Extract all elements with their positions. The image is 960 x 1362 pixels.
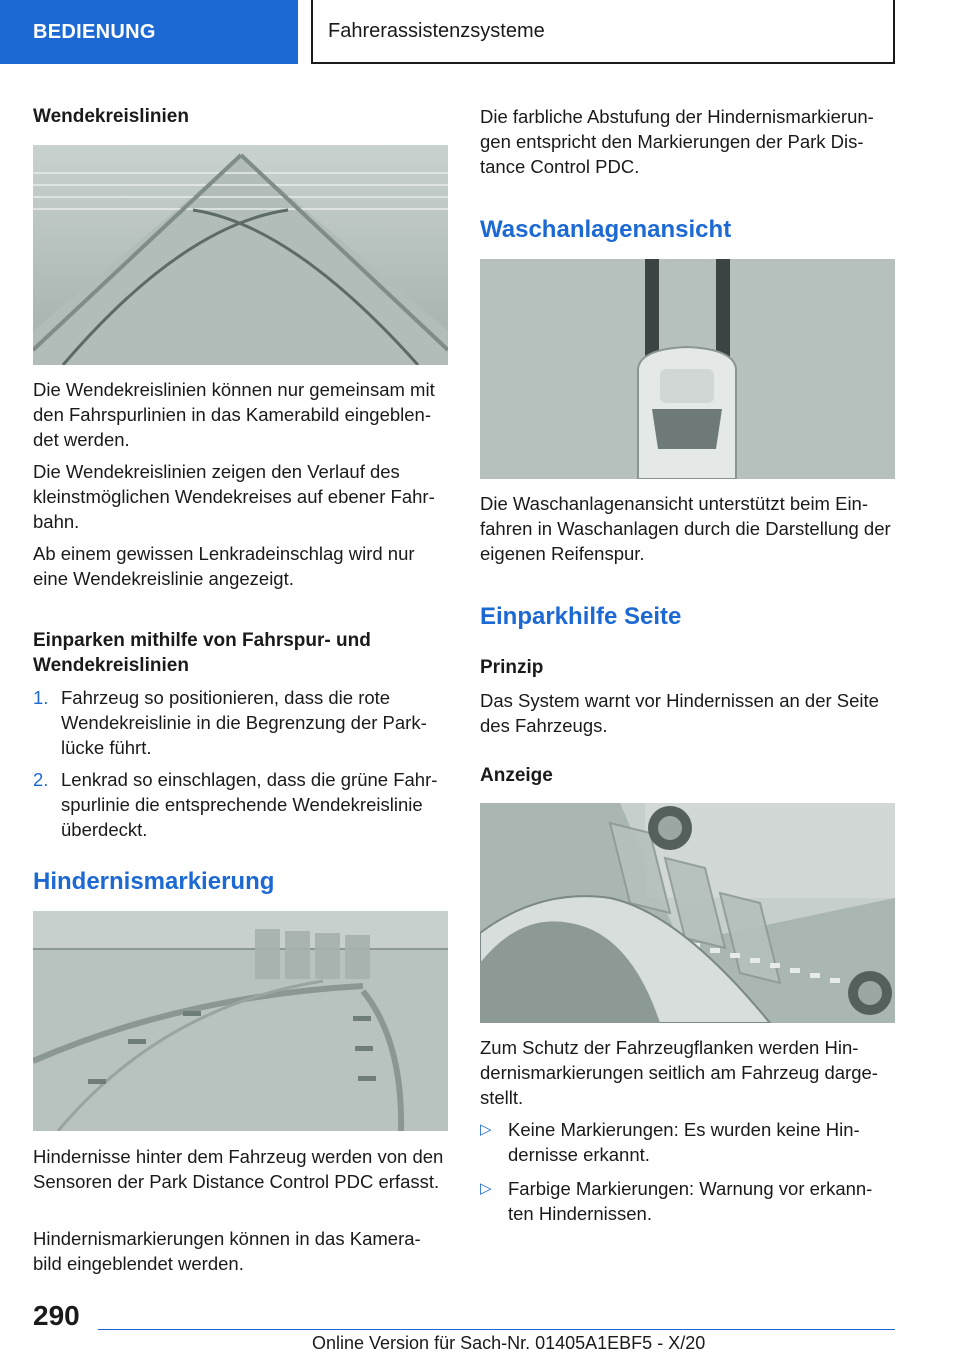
paragraph-prinzip: Das System warnt vor Hindernissen an der Seite des Fahrzeugs.: [480, 690, 879, 736]
paragraph-abstufung: Die farbliche Abstufung der Hindernismarkierun- gen entspricht den Markierungen der Park Dis- tance Control PDC.: [480, 106, 874, 177]
heading-einparken: Einparken mithilfe von Fahrspur- und Wendekreislinien: [33, 630, 371, 676]
paragraph-hindernis-2: Hindernismarkierungen können in das Kamera- bild eingeblendet werden.: [33, 1228, 421, 1274]
paragraph-wendekreis-2: Die Wendekreislinien zeigen den Verlauf des kleinstmöglichen Wendekreises auf ebener Fahr- bahn.: [33, 461, 435, 532]
paragraph-wasch: Die Waschanlagenansicht unterstützt beim Ein- fahren in Waschanlagen durch die Darstellung der eigenen Reifenspur.: [480, 493, 891, 564]
step-number: 1.: [33, 687, 49, 708]
figure-wendekreislinien: [33, 145, 448, 365]
section-title: BEDIENUNG: [33, 20, 156, 43]
list-item: [480, 1176, 898, 1231]
paragraph-wendekreis-1: Die Wendekreislinien können nur gemeinsam mit den Fahrspurlinien in das Kamerabild eingeblen- det werden.: [33, 379, 435, 450]
figure-waschanlagenansicht: [480, 259, 895, 479]
figure-anzeige: [480, 803, 895, 1023]
footer-online-version: Online Version für Sach-Nr. 01405A1EBF5 - X/20: [312, 1333, 706, 1353]
step-text: Fahrzeug so positionieren, dass die rote Wendekreislinie in die Begrenzung der Park- lücke führt.: [61, 687, 427, 758]
header-section: [0, 0, 298, 64]
header-chapter: [311, 0, 895, 64]
bullet-text: Farbige Markierungen: Warnung vor erkann- ten Hindernissen.: [508, 1178, 873, 1224]
heading-prinzip: Prinzip: [480, 657, 544, 678]
paragraph-hindernis-1: Hindernisse hinter dem Fahrzeug werden von den Sensoren der Park Distance Control PDC erfasst.: [33, 1146, 444, 1192]
bullet-triangle-icon: ▷: [480, 1121, 492, 1138]
figure-hindernismarkierung: [33, 911, 448, 1131]
heading-hindernismarkierung: Hindernismarkierung: [33, 868, 275, 895]
list-item: [33, 767, 451, 847]
list-item: [480, 1117, 898, 1172]
paragraph-wendekreis-3: Ab einem gewissen Lenkradeinschlag wird nur eine Wendekreislinie angezeigt.: [33, 543, 415, 589]
footer-divider: [98, 1329, 895, 1330]
heading-wendekreislinien: Wendekreislinien: [33, 106, 189, 127]
heading-waschanlagenansicht: Waschanlagenansicht: [480, 216, 732, 243]
chapter-title: Fahrerassistenzsysteme: [328, 19, 545, 42]
bullet-text: Keine Markierungen: Es wurden keine Hin- dernisse erkannt.: [508, 1119, 860, 1165]
page-number: 290: [33, 1300, 80, 1331]
step-number: 2.: [33, 769, 49, 790]
step-text: Lenkrad so einschlagen, dass die grüne Fahr- spurlinie die entsprechende Wendekreislinie überdeckt.: [61, 769, 438, 840]
paragraph-anzeige: Zum Schutz der Fahrzeugflanken werden Hin- dernismarkierungen seitlich am Fahrzeug darge- stellt.: [480, 1037, 878, 1108]
heading-anzeige: Anzeige: [480, 765, 553, 786]
bullet-triangle-icon: ▷: [480, 1180, 492, 1197]
list-item: [33, 685, 451, 765]
heading-einparkhilfe-seite: Einparkhilfe Seite: [480, 603, 682, 630]
